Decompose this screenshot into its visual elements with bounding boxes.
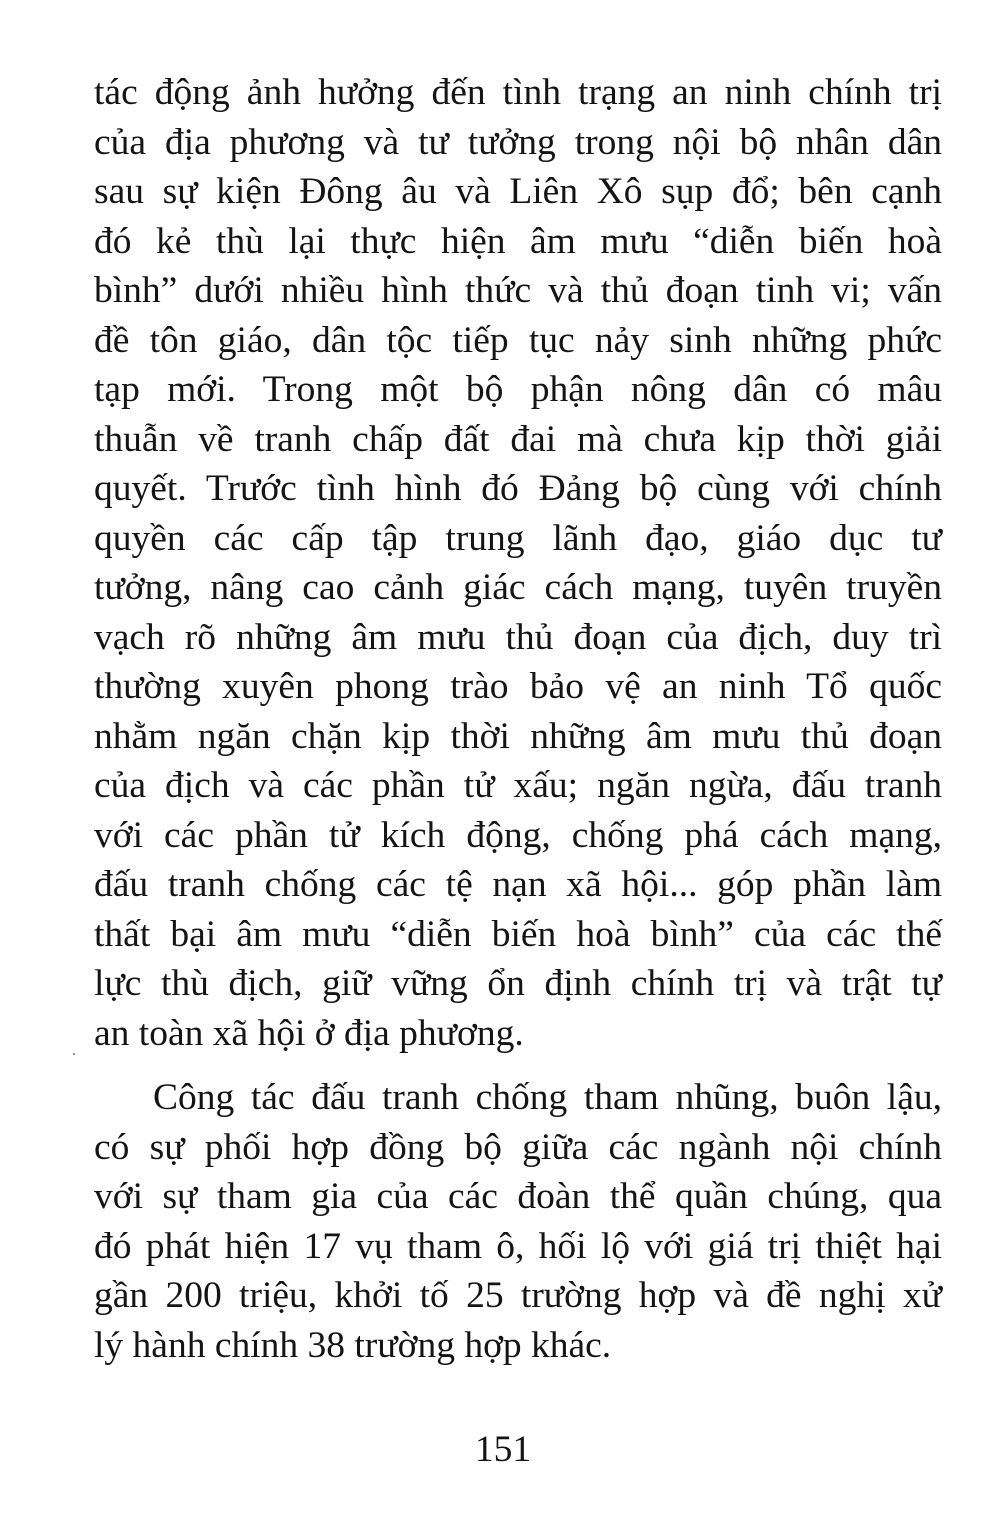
text-line: lý hành chính 38 trường hợp khác. [94, 1324, 612, 1366]
text-line: của địch và các phần tử xấu; ngăn ngừa, đấu tranh [94, 765, 942, 806]
text-line: vạch rõ những âm mưu thủ đoạn của địch, duy trì [94, 616, 942, 658]
paragraph-1 [94, 68, 942, 1058]
text-line: thuẫn về tranh chấp đất đai mà chưa kịp thời giải [94, 418, 942, 460]
text-line: sau sự kiện Đông âu và Liên Xô sụp đổ; bên cạnh [94, 171, 942, 212]
page-number: 151 [474, 1429, 532, 1470]
text-line: bình” dưới nhiều hình thức và thủ đoạn tinh vi; vấn [94, 270, 942, 311]
text-line: đó kẻ thù lại thực hiện âm mưu “diễn biến hoà [94, 220, 942, 262]
text-line: đó phát hiện 17 vụ tham ô, hối lộ với giá trị thiệt hại [94, 1225, 942, 1267]
text-line: gần 200 triệu, khởi tố 25 trường hợp và đề nghị xử [94, 1275, 942, 1316]
text-line: lực thù địch, giữ vững ổn định chính trị và trật tự [94, 963, 942, 1004]
text-line: tác động ảnh hưởng đến tình trạng an ninh chính trị [94, 72, 942, 113]
text-line: Công tác đấu tranh chống tham nhũng, buôn lậu, [153, 1077, 942, 1118]
text-line: an toàn xã hội ở địa phương. [94, 1012, 524, 1054]
text-line: quyền các cấp tập trung lãnh đạo, giáo dục tư [94, 517, 942, 559]
text-line: đấu tranh chống các tệ nạn xã hội... góp phần làm [94, 864, 942, 905]
text-line: của địa phương và tư tưởng trong nội bộ nhân dân [94, 121, 942, 163]
text-line: đề tôn giáo, dân tộc tiếp tục nảy sinh những phức [94, 319, 942, 361]
text-line: nhằm ngăn chặn kịp thời những âm mưu thủ đoạn [94, 715, 942, 757]
text-line: với các phần tử kích động, chống phá cách mạng, [94, 814, 942, 856]
paragraph-2 [94, 1073, 942, 1370]
text-line: với sự tham gia của các đoàn thể quần chúng, qua [94, 1176, 942, 1217]
text-line: quyết. Trước tình hình đó Đảng bộ cùng với chính [94, 468, 942, 509]
text-line: thất bại âm mưu “diễn biến hoà bình” của các thế [94, 913, 942, 955]
print-speck [73, 1053, 75, 1055]
text-line: thường xuyên phong trào bảo vệ an ninh Tổ quốc [94, 666, 942, 707]
text-line: có sự phối hợp đồng bộ giữa các ngành nội chính [94, 1126, 942, 1168]
text-line: tưởng, nâng cao cảnh giác cách mạng, tuyên truyền [94, 567, 942, 608]
text-line: tạp mới. Trong một bộ phận nông dân có mâu [94, 369, 942, 410]
